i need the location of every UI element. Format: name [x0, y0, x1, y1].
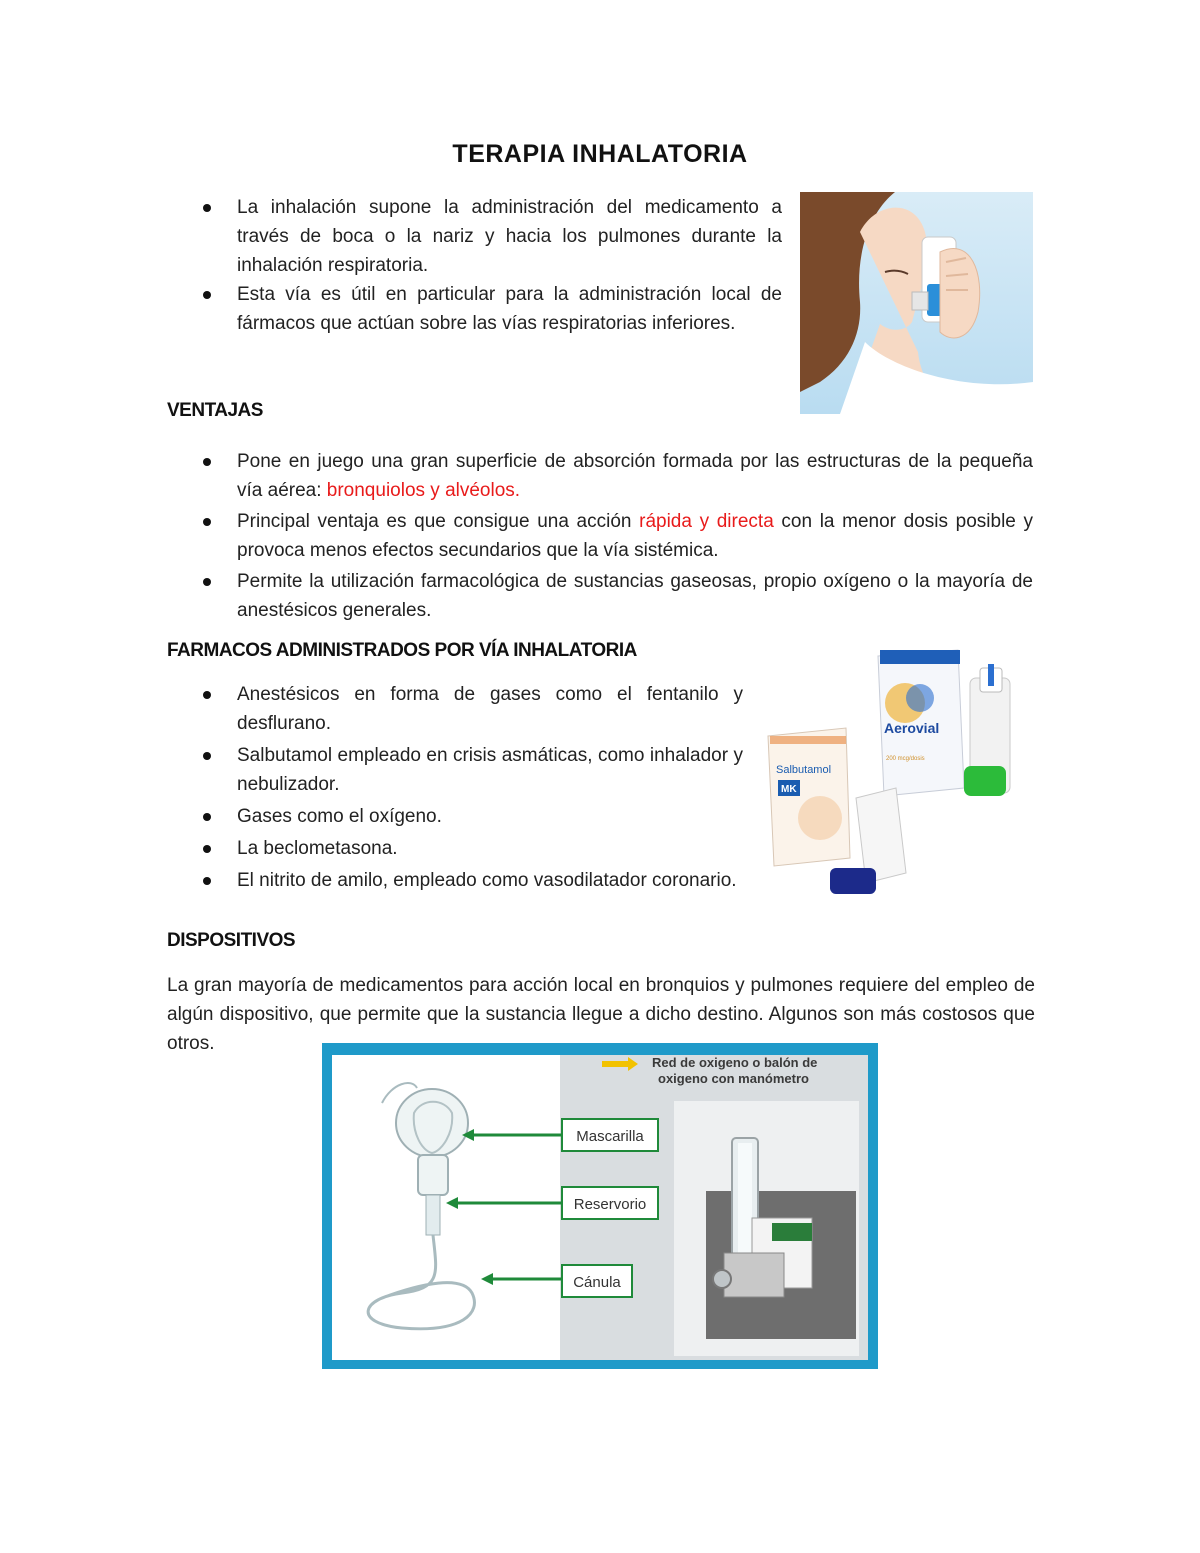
ventajas-list: [167, 447, 1033, 625]
legend-line: oxigeno con manómetro: [658, 1071, 809, 1086]
highlight-text: bronquiolos y alvéolos.: [326, 480, 521, 501]
page-title: TERAPIA INHALATORIA: [452, 140, 748, 168]
list-item: Esta vía es útil en particular para la administración local de fármacos que actúan sobre las vías respiratorias inferiores.: [167, 280, 782, 338]
aerovial-label: Aerovial: [884, 720, 940, 736]
inhaler-illustration: [800, 192, 1033, 414]
section-heading-ventajas: VENTAJAS: [167, 400, 263, 421]
list-item: Gases como el oxígeno.: [167, 802, 743, 831]
dispositivos-paragraph: La gran mayoría de medicamentos para acción local en bronquios y pulmones requiere del empleo de algún dispositivo, que permite que la sustancia llegue a dicho destino. Algunos son más costosos que otros.: [167, 975, 1035, 1054]
list-item: [167, 507, 1033, 565]
products-image: [760, 648, 1036, 898]
section-heading-dispositivos: DISPOSITIVOS: [167, 930, 296, 951]
label-mascarilla: Mascarilla: [576, 1128, 644, 1145]
device-diagram-svg: [322, 1043, 878, 1369]
list-item: Anestésicos en forma de gases como el fentanilo y desflurano.: [167, 680, 743, 738]
oxygen-device-diagram: [322, 1043, 878, 1369]
section-heading-farmacos: FARMACOS ADMINISTRADOS POR VÍA INHALATORIA: [167, 640, 637, 661]
farmacos-list: [167, 680, 743, 895]
list-item: La inhalación supone la administración del medicamento a través de boca o la nariz y hacia los pulmones durante la inhalación respiratoria.: [167, 193, 782, 280]
intro-list: [167, 193, 782, 338]
list-item: La beclometasona.: [167, 834, 743, 863]
aerovial-dose: 200 mcg/dosis: [886, 756, 925, 762]
list-item: Permite la utilización farmacológica de sustancias gaseosas, propio oxígeno o la mayoría de anestésicos generales.: [167, 567, 1033, 625]
legend-line: Red de oxigeno o balón de: [652, 1055, 818, 1070]
inhaler-products-icon: [760, 648, 1036, 898]
list-item: El nitrito de amilo, empleado como vasodilatador coronario.: [167, 866, 743, 895]
list-item-text: Pone en juego una gran superficie de absorción formada por las estructuras de la pequeña vía aérea:: [237, 451, 1033, 501]
list-item-text: con la menor dosis posible y provoca menos efectos secundarios que la vía sistémica.: [237, 511, 1034, 561]
label-reservorio: Reservorio: [573, 1196, 647, 1213]
list-item: Salbutamol empleado en crisis asmáticas, como inhalador y nebulizador.: [167, 741, 743, 799]
mk-logo: MK: [781, 784, 797, 795]
list-item: [167, 447, 1033, 505]
woman-inhaler-icon: [800, 192, 1033, 414]
list-item-text: Principal ventaja es que consigue una acción: [237, 511, 640, 532]
legend-text: [652, 1055, 817, 1086]
salbutamol-label: Salbutamol: [776, 764, 832, 776]
highlight-text: rápida y directa: [639, 511, 774, 532]
label-canula: Cánula: [573, 1274, 621, 1291]
